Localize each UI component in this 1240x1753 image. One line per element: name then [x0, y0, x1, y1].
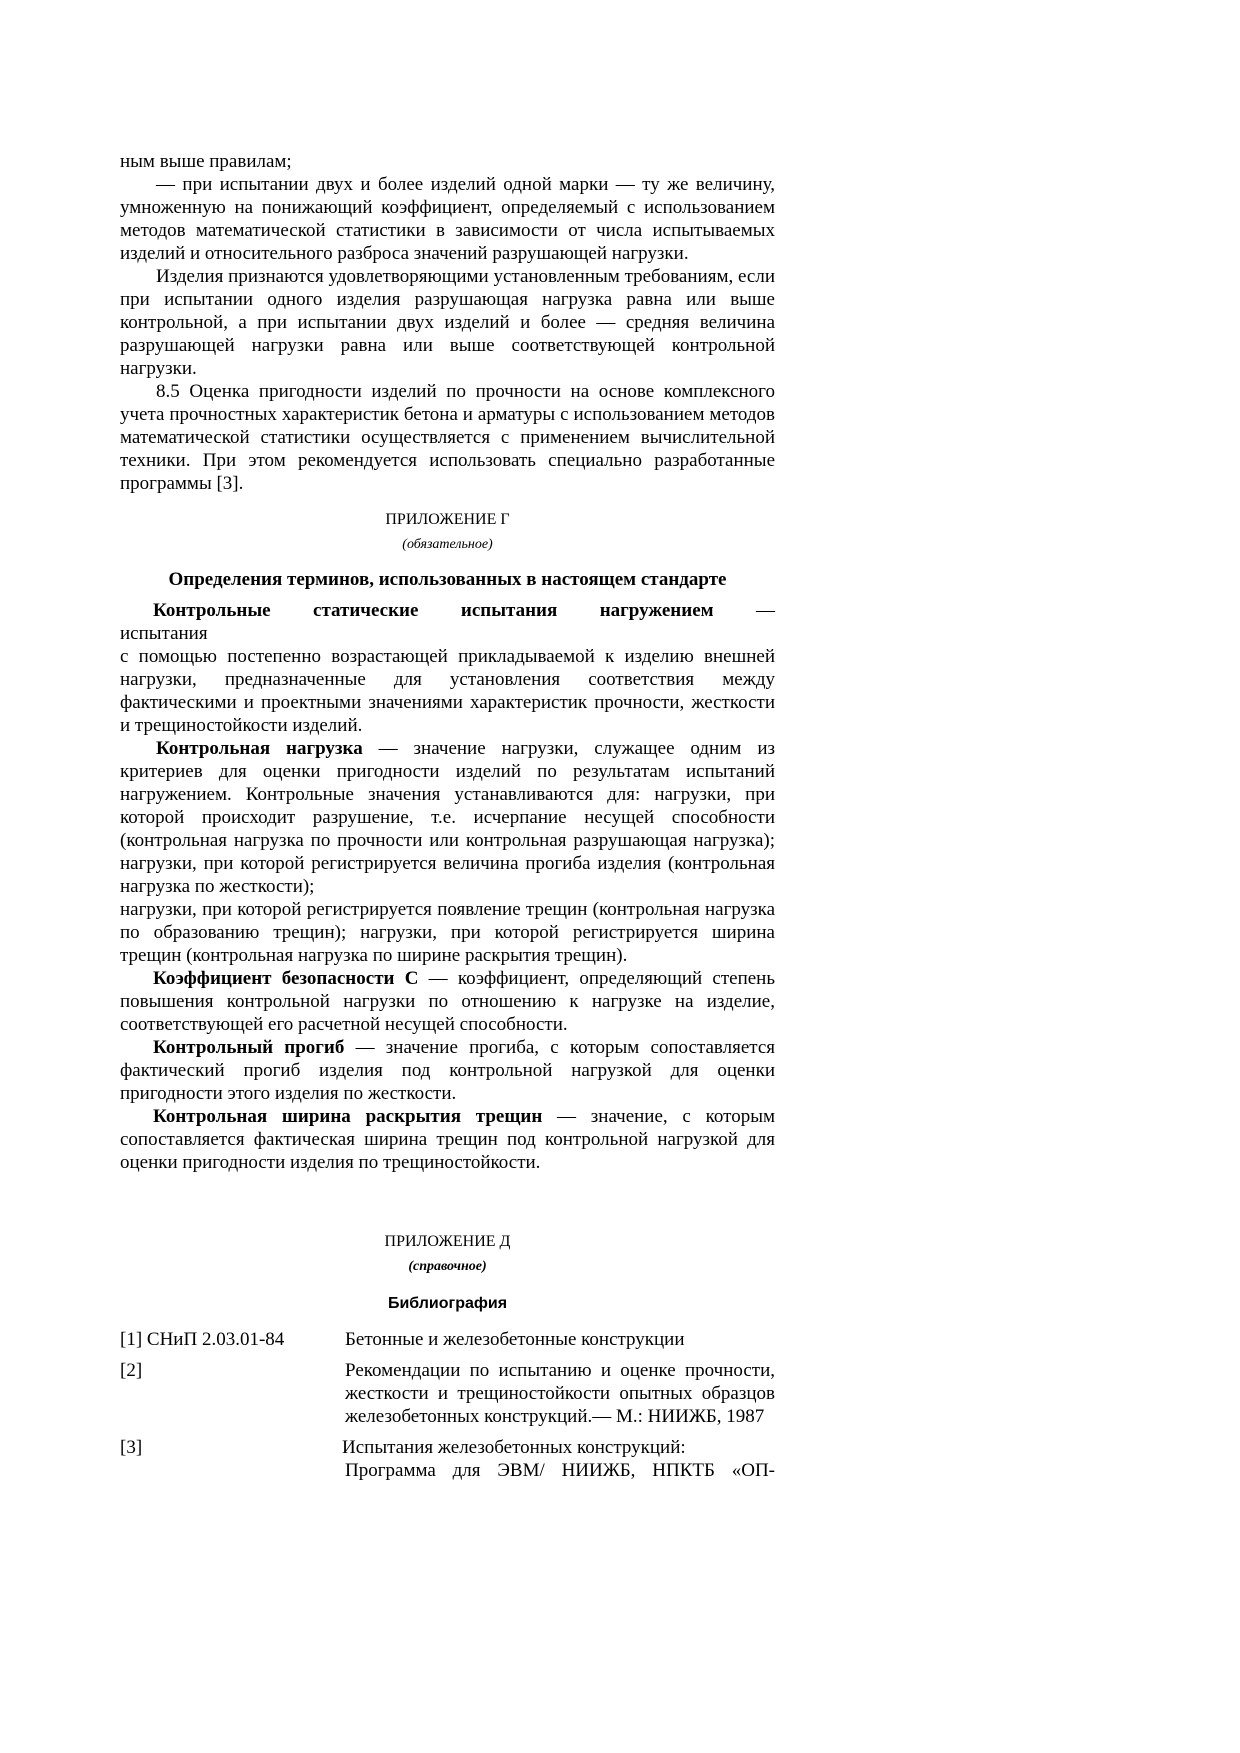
definitions-heading: Определения терминов, использованных в настоящем стандарте — [168, 569, 727, 590]
term-control-deflection-title: Контрольный прогиб — [153, 1037, 345, 1058]
appendix-g-subtitle: (обязательное) — [402, 537, 493, 552]
term-safety-factor-title: Коэффициент безопасности С — [153, 968, 419, 989]
bibliography-entry-text — [342, 1436, 775, 1482]
term-crack-width-definition: — значение, с которым сопоставляется фактическая ширина трещин под контрольной нагрузкой для оценки пригодности изделия по трещиностойкости. — [120, 1106, 775, 1173]
term-safety-factor — [120, 967, 775, 1036]
term-control-load-title: Контрольная нагрузка — [156, 738, 363, 759]
text-line-continuation: ным выше правилам; — [120, 151, 292, 172]
term-static-tests — [120, 599, 775, 622]
term-static-tests-definition: с помощью постепенно возрастающей прикладываемой к изделию внешней нагрузки, предназначенные для установления соответствия между фактическими и проектными значениями характеристик прочности, жесткости и трещиностойкости изделий. — [120, 646, 775, 736]
bibliography-entry — [120, 1359, 775, 1428]
term-static-tests-dash: — — [713, 600, 776, 621]
term-control-deflection — [120, 1036, 775, 1105]
term-static-tests-title: Контрольные статические испытания нагружением — [153, 600, 714, 621]
term-control-deflection-definition: — значение прогиба, с которым сопоставляется фактический прогиб изделия под контрольной нагрузкой для оценки пригодности этого изделия по жесткости. — [120, 1037, 775, 1104]
bibliography-entry — [120, 1328, 775, 1351]
term-crack-width-title: Контрольная ширина раскрытия трещин — [153, 1106, 543, 1127]
bibliography-entry-line: Испытания железобетонных конструкций: — [342, 1437, 686, 1458]
term-static-tests-line2: испытания — [120, 623, 208, 644]
term-safety-factor-definition: — коэффициент, определяющий степень повышения контрольной нагрузки по отношению к нагрузке на изделие, соответствующей его расчетной несущей способности. — [120, 968, 776, 1035]
term-crack-width — [120, 1105, 775, 1174]
appendix-d-title: ПРИЛОЖЕНИЕ Д — [384, 1233, 511, 1250]
term-control-load-continuation: нагрузки, при которой регистрируется появление трещин (контрольная нагрузка по образованию трещин); нагрузки, при которой регистрируется ширина трещин (контрольная нагрузка по ширине раскрытия трещин). — [120, 899, 775, 966]
paragraph-8-5: 8.5 Оценка пригодности изделий по прочности на основе комплексного учета прочностных характеристик бетона и арматуры с использованием методов математической статистики осуществляется с применением вычислительной техники. При этом рекомендуется использовать специально разработанные программы [3]. — [120, 381, 775, 494]
appendix-d-subtitle: (справочное) — [408, 1259, 487, 1274]
bibliography-entry-text: Бетонные и железобетонные конструкции — [345, 1329, 685, 1350]
bibliography-heading: Библиография — [387, 1295, 508, 1312]
bibliography-entry — [120, 1436, 775, 1482]
term-control-load — [120, 737, 775, 898]
bibliography-entry-line: Программа для ЭВМ/ НИИЖБ, НПКТБ «ОП- — [345, 1460, 775, 1481]
bibliography-entry-number: [2] — [120, 1360, 143, 1381]
term-control-load-definition: — значение нагрузки, служащее одним из критериев для оценки пригодности изделий по результатам испытаний нагружением. Контрольные значения устанавливаются для: нагрузки, при которой происходит разрушение, т.е. исчерпание несущей способности (контрольная нагрузка по прочности или контрольная разрушающая нагрузка); нагрузки, при которой регистрируется величина прогиба изделия (контрольная нагрузка по жесткости); — [120, 738, 775, 897]
document-page — [120, 150, 775, 1482]
bibliography-entry-number: [3] — [120, 1437, 143, 1458]
bibliography-entry-number: [1] СНиП 2.03.01-84 — [120, 1329, 285, 1350]
paragraph-multiple-items: — при испытании двух и более изделий одной марки — ту же величину, умноженную на понижающий коэффициент, определяемый с использованием методов математической статистики в зависимости от числа испытываемых изделий и относительного разброса значений разрушающей нагрузки. — [120, 174, 775, 264]
paragraph-acceptance: Изделия признаются удовлетворяющими установленным требованиям, если при испытании одного изделия разрушающая нагрузка равна или выше контрольной, а при испытании двух изделий и более — средняя величина разрушающей нагрузки равна или выше соответствующей контрольной нагрузки. — [120, 266, 775, 379]
appendix-g-title: ПРИЛОЖЕНИЕ Г — [385, 511, 510, 528]
bibliography-entry-text: Рекомендации по испытанию и оценке прочности, жесткости и трещиностойкости опытных образцов железобетонных конструкций.— М.: НИИЖБ, 1987 — [345, 1360, 775, 1427]
